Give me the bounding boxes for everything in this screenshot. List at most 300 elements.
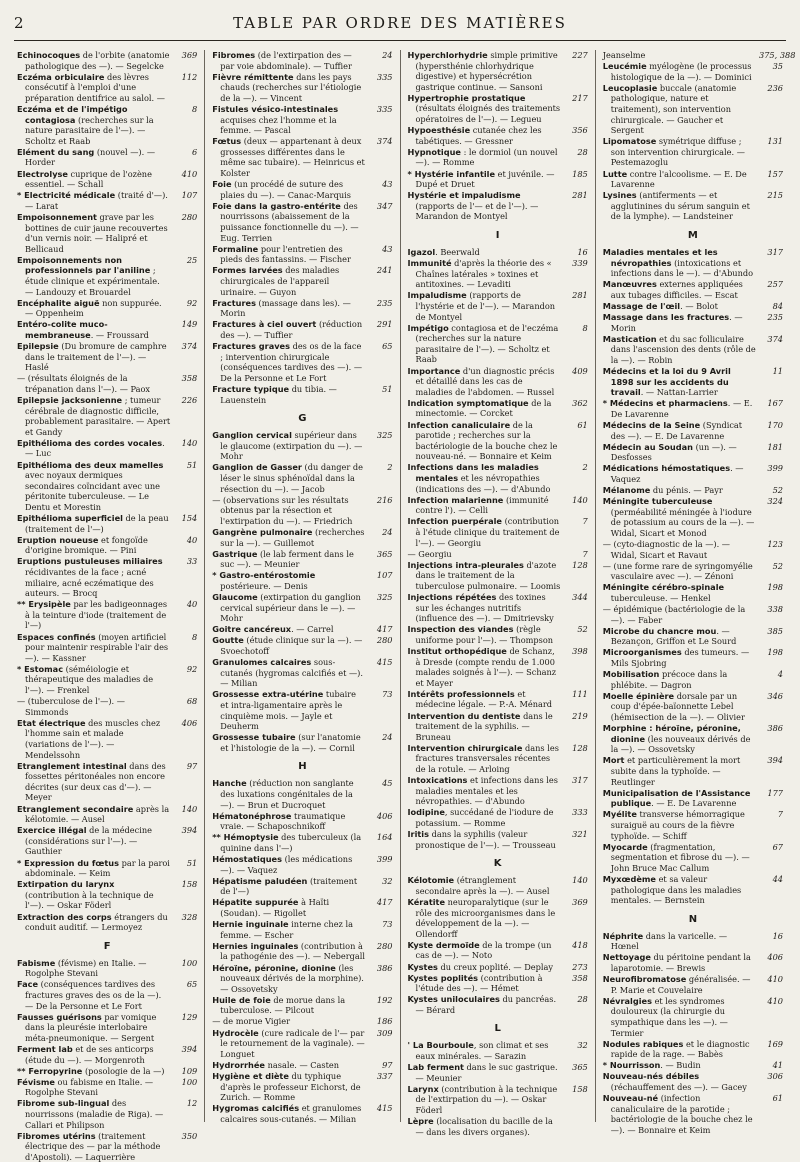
entry-page-number: 281 <box>572 290 588 301</box>
entry-page-number: 281 <box>572 190 588 201</box>
entry-page-number: 24 <box>382 732 393 743</box>
index-entry <box>603 669 783 690</box>
entry-term: Grossesse extra-utérine <box>212 689 324 700</box>
index-entry <box>212 635 392 656</box>
entry-term: Etat électrique <box>17 717 86 728</box>
entry-text <box>603 136 759 168</box>
index-entry <box>212 919 392 940</box>
entry-page-number: 2 <box>582 462 588 473</box>
entry-description: . — Bolot <box>680 300 718 311</box>
entry-term: Kératite <box>407 896 446 907</box>
index-entry <box>408 973 588 994</box>
entry-term: Hémostatiques <box>212 854 282 865</box>
entry-description: . — Carrel <box>291 624 334 635</box>
entry-description: (extirpation du ganglion cervical supérieur dans le —). — Mohr <box>220 592 361 624</box>
entry-page-number: 350 <box>181 1130 198 1141</box>
entry-description: (antiferments — et agglutinines du sérum sanguin et de la lymphe). — Landsteiner <box>610 190 750 222</box>
index-entry <box>408 1062 588 1083</box>
entry-page-number: 33 <box>186 556 198 567</box>
entry-term: Médecin au Soudan <box>602 441 693 452</box>
entry-text <box>603 974 759 995</box>
entry-text <box>603 626 759 647</box>
entry-text <box>212 1103 368 1124</box>
entry-text <box>212 592 368 624</box>
index-entry <box>17 147 197 168</box>
entry-page-number: 8 <box>192 103 198 114</box>
entry-text <box>212 963 368 995</box>
entry-page-number: 358 <box>181 373 198 384</box>
index-entry <box>17 718 197 760</box>
entry-text <box>603 1060 759 1071</box>
entry-page-number: 11 <box>772 366 783 377</box>
page-title: TABLE PAR ORDRE DES MATIÈRES <box>233 14 567 32</box>
index-entry <box>408 93 588 125</box>
entry-term: Granulomes calcaires <box>212 657 312 668</box>
index-entry <box>603 485 783 496</box>
entry-page-number: 375, 388 <box>759 50 796 60</box>
entry-term: Massage de l'œil <box>602 300 681 311</box>
entry-description: (réduction non sanglante des luxations congénitales de la —). — Brun et Ducroquet <box>220 778 354 810</box>
entry-description: (les médications —). — Vaquez <box>220 854 353 875</box>
entry-term: Fractures à ciel ouvert <box>212 319 317 330</box>
entry-term: Leucémie <box>602 61 647 72</box>
index-entry <box>212 265 392 297</box>
index-entry <box>408 462 588 494</box>
entry-description: de la trompe (un cas de —). — Noto <box>415 939 552 961</box>
entry-page-number: 241 <box>376 265 393 276</box>
entry-description: traumatique vraie. — Schaposchnikoff <box>220 810 346 832</box>
entry-text <box>212 244 368 265</box>
entry-page-number: 16 <box>577 247 588 257</box>
entry-term: Ferment lab <box>17 1043 73 1054</box>
entry-text <box>603 691 759 723</box>
entry-term: Fibromes <box>212 50 256 60</box>
entry-text <box>408 549 564 560</box>
index-entry <box>212 941 392 962</box>
entry-page-number: 140 <box>181 437 198 448</box>
entry-description: (nouvel —). — Horder <box>25 146 156 168</box>
index-entry <box>603 974 783 995</box>
entry-text <box>603 539 759 560</box>
index-entry <box>17 1066 197 1077</box>
entry-term: Glaucome <box>212 592 258 602</box>
entry-text <box>17 1012 173 1044</box>
index-entry <box>602 50 796 61</box>
entry-page-number: 128 <box>572 559 588 570</box>
entry-page-number: 149 <box>181 319 198 330</box>
entry-description: (le lab ferment dans le suc —). — Meunier <box>220 548 354 570</box>
entry-term: Formes larvées <box>212 265 283 276</box>
entry-term: Entéro-colite muco-membraneuse <box>17 319 108 340</box>
entry-page-number: 28 <box>577 994 588 1005</box>
entry-text <box>408 962 564 973</box>
index-entry <box>408 807 588 828</box>
entry-page-number: 365 <box>572 1062 588 1073</box>
entry-term: Myxœdème <box>602 873 656 884</box>
index-entry <box>408 994 588 1015</box>
index-entry <box>408 689 588 710</box>
entry-term: Exercice illégal <box>17 825 87 836</box>
index-entry <box>408 323 588 365</box>
entry-page-number: 24 <box>382 50 393 60</box>
entry-text <box>17 1131 173 1162</box>
entry-page-number: 374 <box>767 333 783 344</box>
entry-text <box>17 373 173 394</box>
entry-text <box>408 940 564 961</box>
index-entry <box>603 582 783 603</box>
index-entry <box>212 495 392 527</box>
index-entry <box>603 788 783 809</box>
entry-page-number: 43 <box>382 243 393 254</box>
entry-description: . — Vaquez <box>610 463 744 484</box>
entry-term: Ganglion de Gasser <box>212 462 302 473</box>
entry-term: Impaludisme <box>407 290 467 301</box>
entry-description: dans les pays chauds (recherches sur l'étiologie de la —). — Vincent <box>220 71 362 103</box>
entry-term: Févisme <box>17 1076 55 1087</box>
entry-description: (contribution à l'étude des —). — Hémet <box>415 972 543 994</box>
entry-text <box>408 1040 564 1061</box>
entry-page-number: 44 <box>772 873 783 884</box>
entry-page-number: 164 <box>376 832 393 843</box>
entry-text <box>603 334 759 366</box>
entry-text <box>408 398 564 419</box>
entry-text <box>408 829 564 850</box>
entry-description: sous-cutanés (hygromas calcifiés et —). — Milian <box>220 657 363 689</box>
entry-term: Intervention du dentiste <box>407 710 521 721</box>
entry-page-number: 399 <box>767 463 783 474</box>
entry-page-number: 7 <box>582 548 588 559</box>
entry-description: (résultats éloignés des traitements opératoires de l'—). — Legueu <box>415 103 561 125</box>
entry-description: du pancréas. — Bérard <box>415 994 557 1015</box>
index-entry <box>17 535 197 556</box>
entry-term: * Nourrisson <box>602 1060 661 1071</box>
index-entry <box>603 809 783 841</box>
index-entry <box>408 1084 588 1116</box>
entry-description: de la minectomie. — Corcket <box>415 397 552 419</box>
entry-text <box>603 931 759 952</box>
index-entry <box>408 50 588 92</box>
entry-description: du creux poplité. — Deplay <box>437 961 553 972</box>
index-entry <box>408 247 588 258</box>
entry-page-number: 280 <box>376 635 393 646</box>
entry-text <box>17 556 173 598</box>
entry-text <box>408 1116 564 1137</box>
entry-text <box>212 319 368 340</box>
entry-term: Eruptions pustuleuses miliaires <box>17 556 163 567</box>
entry-page-number: 335 <box>376 71 393 82</box>
entry-text <box>212 995 368 1016</box>
entry-page-number: 158 <box>572 1083 588 1094</box>
entry-term: Espaces confinés <box>17 631 96 642</box>
entry-page-number: 306 <box>767 1071 783 1082</box>
index-entry <box>212 201 392 243</box>
entry-description: de Schanz, à Dresde (compte rendu de 1.000 malades soignés à l'—). — Schanz et Mayer <box>415 645 557 688</box>
index-entry <box>212 897 392 918</box>
entry-description: pour l'entretien des pieds des fantassins. — Fischer <box>220 243 351 265</box>
entry-text <box>212 1028 368 1060</box>
entry-description: du tibia. — Lauenstein <box>220 383 337 405</box>
entry-description: des maladies chirurgicales de l'appareil urinaire. — Guyon <box>220 265 340 297</box>
entry-term: Formaline <box>212 243 259 254</box>
index-entry <box>17 979 197 1011</box>
entry-text <box>408 366 564 398</box>
entry-description: par les badigeonnages à la teinture d'iode (traitement de l'—) <box>25 599 168 631</box>
entry-page-number: 51 <box>186 459 198 470</box>
index-entry <box>17 879 197 911</box>
entry-page-number: 186 <box>376 1016 393 1027</box>
entry-description: par la paroi abdominale. — Keim <box>25 857 170 879</box>
entry-description: non suppurée. — Oppenheim <box>25 297 162 319</box>
entry-text <box>603 247 759 279</box>
entry-term: Lutte <box>602 168 628 179</box>
entry-description: et fongoïde d'origine bromique. — Pini <box>25 534 148 556</box>
entry-term: Médications hémostatiques <box>602 463 731 474</box>
entry-term: Nouveau-nés débiles <box>602 1071 700 1082</box>
entry-page-number: 410 <box>767 995 783 1006</box>
index-entry <box>408 549 588 560</box>
entry-page-number: 415 <box>376 657 393 668</box>
entry-description: et du sac folliculaire dans l'ascension des dents (rôle de la —). — Robin <box>610 333 756 365</box>
entry-page-number: 394 <box>181 825 198 836</box>
entry-term: Intoxications <box>407 775 468 786</box>
entry-text <box>17 535 173 556</box>
entry-description: (séméiologie et thérapeutique des maladies de l'—). — Frenkel <box>25 663 154 696</box>
entry-page-number: 67 <box>772 841 783 852</box>
index-entry <box>408 516 588 548</box>
entry-page-number: 406 <box>767 952 783 963</box>
entry-description: (un procédé de suture des plaies du —). — Canac-Marquis <box>220 179 351 200</box>
entry-text <box>212 179 368 200</box>
index-entry <box>17 1044 197 1065</box>
index-entry <box>603 931 783 952</box>
entry-text <box>212 104 368 136</box>
index-entry <box>603 952 783 973</box>
entry-text <box>212 570 368 591</box>
entry-description: (posologie de la —) <box>82 1065 165 1076</box>
entry-page-number: 169 <box>767 1038 783 1049</box>
index-entry <box>408 743 588 775</box>
index-entry <box>17 341 197 373</box>
index-entry <box>17 373 197 394</box>
entry-text <box>603 279 759 300</box>
section-letter: F <box>103 940 111 952</box>
entry-term: * Gastro-entérostomie <box>212 570 316 581</box>
index-entry <box>17 190 197 211</box>
entry-text <box>603 604 759 625</box>
entry-text <box>408 1062 564 1083</box>
entry-term: * Médecins et pharmaciens <box>602 398 728 409</box>
entry-page-number: 16 <box>772 930 783 941</box>
entry-text <box>603 561 759 582</box>
entry-page-number: 107 <box>376 570 393 581</box>
entry-text <box>408 807 564 828</box>
entry-page-number: 109 <box>181 1065 198 1076</box>
entry-text <box>212 919 368 940</box>
entry-description: . — Froussard <box>90 329 149 340</box>
entry-term: Fœtus <box>212 136 242 147</box>
index-columns <box>10 50 796 1162</box>
entry-page-number: 338 <box>767 604 783 615</box>
entry-page-number: 280 <box>376 940 393 951</box>
entry-text <box>603 669 759 690</box>
entry-page-number: 92 <box>186 297 198 308</box>
entry-description: . — E. De Lavarenne <box>651 798 737 809</box>
entry-description: et médecine légale. — P.-A. Ménard <box>415 688 553 710</box>
entry-term: Hypoesthésie <box>407 125 471 136</box>
entry-text <box>603 312 759 333</box>
entry-page-number: 52 <box>772 485 783 496</box>
entry-text <box>408 560 564 592</box>
entry-description: — épidémique (bactériologie de la —). — Faber <box>602 604 746 625</box>
entry-description: dans la varicelle. — Hœnel <box>610 930 728 952</box>
entry-text <box>408 994 564 1015</box>
entry-text <box>408 93 564 125</box>
entry-term: Fractures <box>212 297 256 308</box>
entry-page-number: 73 <box>382 689 393 700</box>
entry-description: — (une forme rare de syringomyélie vasculaire avec —). — Zénoni <box>602 560 753 582</box>
entry-description: tubaire et intra-ligamentaire après le cinquième mois. — Jayle et Deuherm <box>220 689 356 732</box>
entry-page-number: 317 <box>572 775 588 786</box>
entry-description: étrangers du conduit auditif. — Lermoyez <box>25 911 168 933</box>
index-entry <box>603 279 783 300</box>
entry-page-number: 219 <box>572 710 588 721</box>
entry-text <box>408 420 564 462</box>
entry-description: (contribution à la technique de l'extirpation du —). — Oskar Föderl <box>415 1083 558 1116</box>
entry-term: Hystérie et impaludisme <box>407 190 521 201</box>
entry-text <box>212 811 368 832</box>
entry-page-number: 215 <box>767 190 783 201</box>
entry-description: dorsale par un coup d'épée-baïonnette Lebel (hémisection de la —). — Olivier <box>610 690 745 723</box>
entry-page-number: 61 <box>772 1093 783 1104</box>
entry-text <box>17 190 173 211</box>
entry-page-number: 65 <box>382 341 393 352</box>
entry-page-number: 112 <box>181 71 198 82</box>
entry-description: (immunité contre l'). — Celli <box>415 494 549 516</box>
entry-text <box>212 50 368 71</box>
entry-term: Fièvre rémittente <box>212 71 294 82</box>
entry-term: Fabisme <box>17 957 56 968</box>
entry-term: Kélotomie <box>407 875 455 886</box>
entry-term: Epithélioma des cordes vocales <box>17 437 163 448</box>
index-entry <box>212 50 392 71</box>
index-entry <box>603 561 783 582</box>
entry-page-number: 6 <box>192 146 198 157</box>
entry-description: (recherches sur la —). — Guillemot <box>220 526 365 548</box>
entry-term: Mélanome <box>602 485 651 496</box>
entry-term: Microbe du chancre mou <box>602 625 717 636</box>
index-entry <box>408 147 588 168</box>
entry-term: Intérêts professionnels <box>407 688 515 699</box>
entry-description: (règle uniforme pour l'—). — Thompson <box>415 624 554 645</box>
index-entry <box>408 775 588 807</box>
index-entry <box>17 858 197 879</box>
index-entry <box>17 1131 197 1162</box>
entry-page-number: 100 <box>181 1076 198 1087</box>
entry-term: Face <box>17 979 39 990</box>
entry-page-number: 2 <box>387 462 393 473</box>
entry-page-number: 7 <box>777 809 783 820</box>
index-entry <box>408 592 588 624</box>
entry-text <box>603 442 759 463</box>
entry-term: Impétigo <box>407 322 449 333</box>
entry-page-number: 325 <box>376 592 393 602</box>
entry-description: (moyen artificiel pour maintenir respirable l'air des —). — Kassner <box>25 631 169 663</box>
index-entry <box>212 1071 392 1103</box>
entry-page-number: 385 <box>767 625 783 636</box>
entry-page-number: 4 <box>777 669 783 680</box>
index-entry <box>17 599 197 631</box>
index-entry <box>17 104 197 146</box>
section-letter: N <box>688 913 698 925</box>
index-entry <box>17 255 197 297</box>
entry-description: (févisme) en Italie. — Rogolphe Stevani <box>25 957 147 979</box>
index-entry <box>408 962 588 973</box>
entry-term: Hydrocèle <box>212 1027 259 1038</box>
entry-text <box>603 301 759 312</box>
entry-term: Hépatite suppurée <box>212 897 299 908</box>
entry-page-number: 158 <box>181 879 198 890</box>
entry-page-number: 236 <box>767 82 783 93</box>
entry-term: Maladies mentales et les névropathies <box>602 247 718 268</box>
entry-page-number: 417 <box>376 897 393 908</box>
entry-term: Névralgies <box>602 995 652 1006</box>
entry-description: Jeanselme <box>602 50 646 60</box>
entry-text <box>212 941 368 962</box>
entry-page-number: 92 <box>186 663 198 674</box>
entry-description: , succédané de l'iodure de potassium. — Romme <box>415 807 554 828</box>
index-entry <box>17 513 197 534</box>
entry-description: (recherches sur la nature parasitaire de l'—). — Scholtz et Raab <box>25 114 154 146</box>
entry-text <box>603 190 759 222</box>
index-entry <box>408 875 588 896</box>
entry-page-number: 84 <box>772 300 783 311</box>
entry-term: Extraction des corps <box>17 911 112 922</box>
entry-text <box>603 61 759 82</box>
index-entry <box>408 125 588 146</box>
entry-term: Mastication <box>602 333 657 344</box>
entry-description: (réchauffement des —). — Gacey <box>610 1082 747 1093</box>
entry-description: (conséquences tardives des fractures graves des os de la —). — De la Personne et Le Fort <box>25 979 162 1011</box>
entry-term: Municipalisation de l'Assistance publique <box>602 787 751 809</box>
entry-term: Etranglement secondaire <box>17 803 134 814</box>
entry-term: Neurofibromatose <box>602 974 687 985</box>
entry-description: des muscles chez l'homme sain et malade (variations de l'—). — Mendelssohn <box>25 717 161 760</box>
entry-page-number: 52 <box>577 624 588 635</box>
entry-text <box>408 592 564 624</box>
entry-page-number: 8 <box>582 322 588 333</box>
entry-description: (massage dans les). — Morin <box>220 297 351 319</box>
entry-page-number: 24 <box>382 526 393 537</box>
entry-description: nasale. — Casten <box>264 1059 340 1070</box>
entry-term: ** Erysipèle <box>17 599 71 610</box>
entry-page-number: 409 <box>572 365 588 376</box>
entry-text <box>408 624 564 645</box>
entry-term: Microorganismes <box>602 647 682 658</box>
entry-term: Epilepsie jacksonienne <box>17 395 123 405</box>
entry-text <box>603 874 759 906</box>
index-entry <box>212 1028 392 1060</box>
entry-page-number: 362 <box>572 397 588 408</box>
index-entry <box>17 825 197 857</box>
entry-page-number: 181 <box>767 441 783 452</box>
entry-text <box>17 599 173 631</box>
entry-term: Epithélioma superficiel <box>17 513 123 524</box>
entry-term: Lysines <box>602 190 637 201</box>
entry-page-number: 346 <box>767 690 783 701</box>
entry-page-number: 51 <box>186 857 198 868</box>
entry-description: d'après la théorie des « Chaînes latérales » toxines et antitoxines. — Levaditi <box>415 258 552 290</box>
entry-description: postérieure. — Denis <box>220 580 308 591</box>
